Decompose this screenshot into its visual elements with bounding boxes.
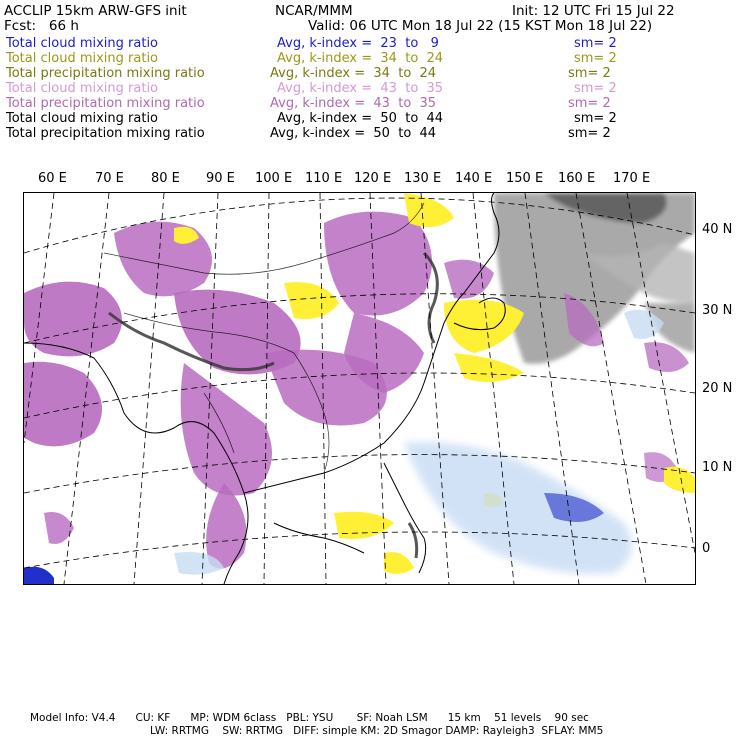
plot-title: ACCLIP 15km ARW-GFS init [4, 3, 187, 19]
lon-label-160e: 160 E [558, 171, 596, 186]
field-1-avg: Avg, k-index = 23 to 9 [277, 36, 439, 51]
field-6-avg: Avg, k-index = 50 to 44 [277, 111, 444, 126]
map-panel [23, 192, 696, 585]
field-7-name: Total precipitation mixing ratio [6, 126, 205, 141]
lon-label-90e: 90 E [206, 171, 235, 186]
lon-label-130e: 130 E [404, 171, 442, 186]
field-6-name: Total cloud mixing ratio [6, 111, 159, 126]
forecast-hour: Fcst: 66 h [4, 18, 79, 34]
field-4-sm: sm= 2 [574, 81, 617, 96]
field-7-sm: sm= 2 [568, 126, 611, 141]
lon-label-100e: 100 E [255, 171, 293, 186]
lon-label-140e: 140 E [455, 171, 493, 186]
field-6-sm: sm= 2 [574, 111, 617, 126]
lat-label-40n: 40 N [702, 222, 733, 237]
field-3-name: Total precipitation mixing ratio [6, 66, 205, 81]
field-5-name: Total precipitation mixing ratio [6, 96, 205, 111]
map-canvas [24, 193, 695, 584]
field-4-avg: Avg, k-index = 43 to 35 [277, 81, 444, 96]
lon-label-80e: 80 E [151, 171, 180, 186]
field-3-avg: Avg, k-index = 34 to 24 [270, 66, 437, 81]
lat-label-0: 0 [702, 541, 711, 556]
lat-label-30n: 30 N [702, 303, 733, 318]
lat-label-10n: 10 N [702, 460, 733, 475]
field-1-name: Total cloud mixing ratio [6, 36, 159, 51]
field-2-sm: sm= 2 [574, 51, 617, 66]
lon-label-120e: 120 E [354, 171, 392, 186]
field-7-avg: Avg, k-index = 50 to 44 [270, 126, 437, 141]
lon-label-110e: 110 E [305, 171, 343, 186]
lon-label-60e: 60 E [38, 171, 67, 186]
lat-label-20n: 20 N [702, 381, 733, 396]
valid-time: Valid: 06 UTC Mon 18 Jul 22 (15 KST Mon 18 Jul 22) [308, 18, 653, 34]
field-3-sm: sm= 2 [568, 66, 611, 81]
model-info-line2: LW: RRTMG SW: RRTMG DIFF: simple KM: 2D Smagor DAMP: Rayleigh3 SFLAY: MM5 [150, 725, 604, 737]
field-2-avg: Avg, k-index = 34 to 24 [277, 51, 444, 66]
init-time: Init: 12 UTC Fri 15 Jul 22 [512, 3, 675, 19]
field-4-name: Total cloud mixing ratio [6, 81, 159, 96]
lon-label-170e: 170 E [613, 171, 651, 186]
field-1-sm: sm= 2 [574, 36, 617, 51]
model-info-line1: Model Info: V4.4 CU: KF MP: WDM 6class PBL: YSU SF: Noah LSM 15 km 51 levels 90 sec [30, 712, 589, 724]
lon-label-70e: 70 E [95, 171, 124, 186]
field-5-avg: Avg, k-index = 43 to 35 [270, 96, 437, 111]
org-label: NCAR/MMM [275, 3, 353, 19]
field-2-name: Total cloud mixing ratio [6, 51, 159, 66]
field-5-sm: sm= 2 [568, 96, 611, 111]
lon-label-150e: 150 E [506, 171, 544, 186]
